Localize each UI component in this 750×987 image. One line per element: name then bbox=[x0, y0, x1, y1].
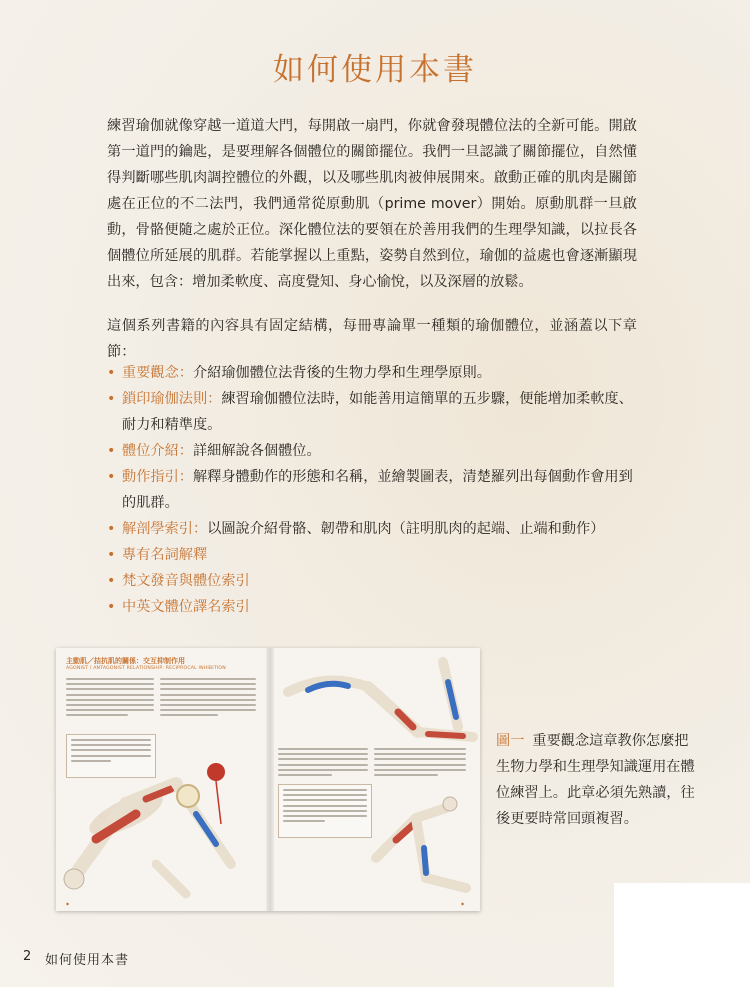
chapter-item bbox=[107, 568, 642, 594]
figure-label: 圖一 bbox=[496, 733, 525, 749]
chapter-item bbox=[107, 594, 642, 620]
chapter-term: 中英文體位譯名索引 bbox=[122, 599, 250, 615]
figure-caption bbox=[496, 728, 696, 832]
chapter-term: 解剖學索引： bbox=[122, 521, 208, 537]
chapter-desc: 介紹瑜伽體位法背後的生物力學和生理學原則。 bbox=[192, 365, 491, 381]
spread-text-block bbox=[374, 748, 466, 779]
chapter-term: 動作指引： bbox=[122, 469, 193, 485]
intro-paragraph: 練習瑜伽就像穿越一道道大門，每開啟一扇門，你就會發現體位法的全新可能。開啟第一道門的鑰匙，是要理解各個體位的關節擺位。我們一旦認識了關節擺位，自然懂得判斷哪些肌肉調控體位的外觀，以及哪些肌肉被伸展開來。啟動正確的肌肉是關節處在正位的不二法門，我們通常從原動肌（prime mover）開始。原動肌群一旦啟動，骨骼便隨之處於正位。深化體位法的要領在於善用我們的生理學知識，以拉長各個體位所延展的肌群。若能掌握以上重點，姿勢自然到位，瑜伽的益處也會逐漸顯現出來，包含：增加柔軟度、高度覺知、身心愉悅，以及深層的放鬆。 bbox=[107, 118, 637, 290]
chapter-desc: 練習瑜伽體位法時，如能善用這簡單的五步驟，便能增加柔軟度、耐力和精準度。 bbox=[122, 391, 633, 433]
spread-note-box bbox=[278, 784, 372, 838]
chapter-term: 體位介紹： bbox=[122, 443, 193, 459]
skeleton-illustration-left bbox=[56, 744, 266, 904]
structure-paragraph: 這個系列書籍的內容具有固定結構，每冊專論單一種類的瑜伽體位，並涵蓋以下章節： bbox=[107, 318, 637, 360]
book-spread-figure bbox=[56, 648, 480, 911]
chapter-desc: 解釋身體動作的形態和名稱，並繪製圖表，清楚羅列出每個動作會用到的肌群。 bbox=[122, 469, 633, 511]
chapter-term: 鎖印瑜伽法則： bbox=[122, 391, 222, 407]
chapter-item bbox=[107, 542, 642, 568]
figure-caption-text: 重要觀念這章教你怎麼把生物力學和生理學知識運用在體位練習上。此章必須先熟讀，往後更要時常回頭複習。 bbox=[496, 733, 695, 827]
chapter-desc: 以圖說介紹骨骼、韌帶和肌肉（註明肌肉的起端、止端和動作） bbox=[207, 521, 605, 537]
pose-illustration-bottom bbox=[366, 788, 478, 898]
page-title: 如何使用本書 bbox=[273, 52, 477, 88]
chapter-term: 專有名詞解釋 bbox=[122, 547, 208, 563]
chapter-item bbox=[107, 386, 642, 438]
chapter-item bbox=[107, 360, 642, 386]
spread-gutter bbox=[266, 648, 274, 911]
spread-text-block bbox=[278, 748, 368, 779]
spread-text-block bbox=[160, 678, 256, 720]
spread-text-block bbox=[66, 678, 154, 720]
corner-blank-area bbox=[614, 883, 750, 987]
chapter-term: 重要觀念： bbox=[122, 365, 193, 381]
chapter-item bbox=[107, 516, 642, 542]
spread-right-folio: ◆ bbox=[461, 901, 465, 906]
spread-left-folio: ◆ bbox=[66, 901, 70, 906]
chapter-desc: 詳細解說各個體位。 bbox=[192, 443, 321, 459]
chapter-term: 梵文發音與體位索引 bbox=[122, 573, 250, 589]
chapter-list bbox=[107, 360, 642, 620]
chapter-item bbox=[107, 438, 642, 464]
spread-heading: 主動肌／拮抗肌的關係：交互抑制作用 bbox=[66, 657, 185, 665]
page-number: 2 bbox=[23, 949, 32, 964]
running-title: 如何使用本書 bbox=[45, 953, 130, 968]
pose-illustration-top bbox=[278, 652, 478, 752]
spread-subheading: AGONIST / ANTAGONIST RELATIONSHIP: RECIPROCAL INHIBITION bbox=[66, 666, 226, 671]
chapter-item bbox=[107, 464, 642, 516]
